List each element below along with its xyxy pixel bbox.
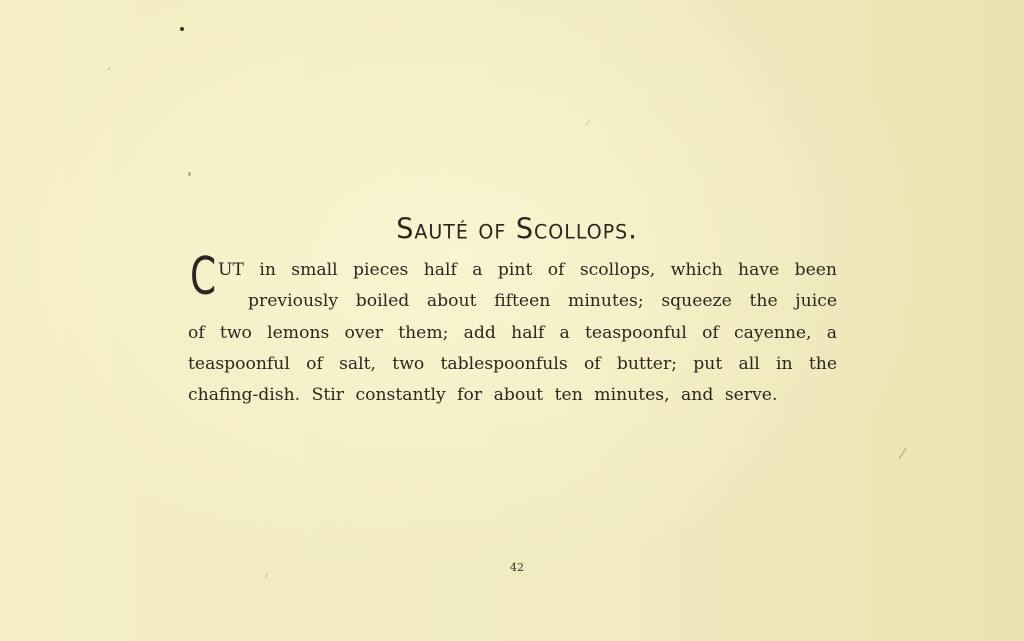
ink-speck [108,68,110,70]
recipe-line: chafing-dish. Stir constantly for about ten minutes, and serve. [188,385,778,406]
recipe-line: of two lemons over them; add half a teaspoonful of cayenne, a [188,322,837,343]
recipe-title: Sauté of Scollops. [396,213,638,246]
recipe-line: UT in small pieces half a pint of scollops, which have been [218,260,837,280]
paper-mark [585,120,590,125]
ink-speck [188,172,191,176]
recipe-line: previously boiled about fifteen minutes; squeeze the juice [248,291,837,312]
recipe-line: teaspoonful of salt, two tablespoonfuls of butter; put all in the [188,353,837,374]
page-number: 42 [510,561,524,574]
drop-cap: C [190,247,217,307]
recipe-body [188,255,837,411]
ink-speck [180,27,184,31]
paper-mark [899,448,907,460]
